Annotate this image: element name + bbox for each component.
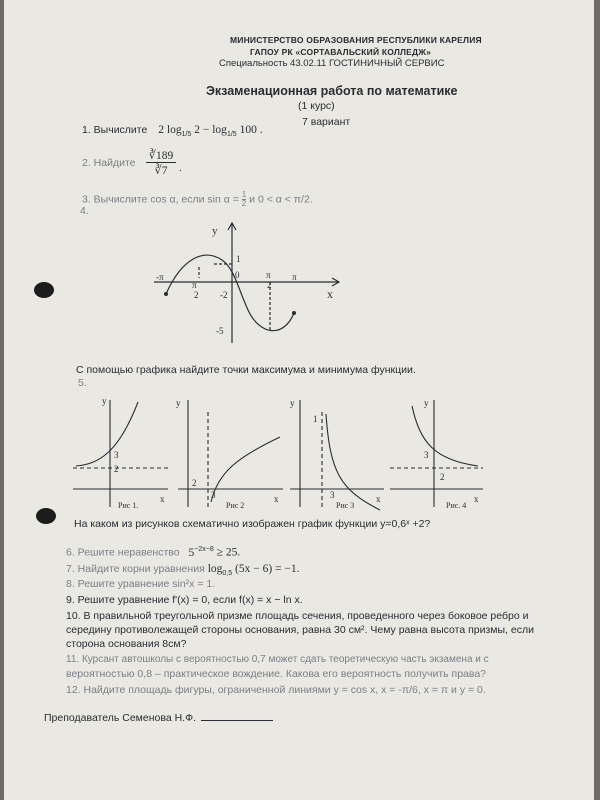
graph-origin: 0 xyxy=(235,270,240,280)
figure-1-y: y xyxy=(102,396,107,406)
figure-4-curve xyxy=(412,406,478,466)
question-12: 12. Найдите площадь фигуры, ограниченной линиями у = cos x, x = -π/6, x = π и у = 0. xyxy=(66,684,486,696)
variant-label: 7 вариант xyxy=(302,116,351,128)
question-10-line-3: сторона основания 8см? xyxy=(66,638,187,650)
svg-text:2: 2 xyxy=(440,472,445,482)
figure-3-label: Рис 3 xyxy=(336,501,355,510)
question-4-number: 4. xyxy=(80,205,89,217)
svg-text:2: 2 xyxy=(114,464,119,474)
svg-text:3: 3 xyxy=(211,490,216,500)
graph-x-label: x xyxy=(327,287,333,301)
svg-text:3: 3 xyxy=(114,450,119,460)
svg-text:3: 3 xyxy=(424,450,429,460)
teacher-signature-line: Преподаватель Семенова Н.Ф. xyxy=(44,712,273,724)
figure-2-curve xyxy=(211,437,280,502)
figure-1-x: x xyxy=(160,494,165,504)
figures-panel xyxy=(68,392,488,516)
question-5-caption: На каком из рисунков схематично изображен график функции y=0,6ˣ +2? xyxy=(74,518,431,530)
figure-4-y: y xyxy=(424,398,429,408)
page-title: Экзаменационная работа по математике xyxy=(206,84,458,98)
question-5-number: 5. xyxy=(78,377,87,389)
figure-3-y: y xyxy=(290,398,295,408)
question-1: 1. Вычислите 2 $\log_{1/5} 2 - \log_{1/5} 100$ . xyxy=(82,124,263,139)
svg-text:2: 2 xyxy=(194,290,199,300)
question-3: 3. Вычислите cos α, если sin α = $\frac{1}{2}$ и 0 < α < π/2. xyxy=(82,190,313,208)
figure-4-x: x xyxy=(474,494,479,504)
question-11-line-2: вероятностью 0,8 – практическое вождение. Какова его вероятность получить права? xyxy=(66,668,487,680)
question-10-line-2: середину противолежащей стороны основания, равна 30 см². Чему равна высота призмы, если xyxy=(66,624,534,636)
tick-neg-pi2: π xyxy=(192,280,197,290)
figure-2-y: y xyxy=(176,398,181,408)
figure-2-label: Рис 2 xyxy=(226,501,245,510)
graph-y-label: y xyxy=(212,225,218,237)
question-2-fraction: ∛189 ∛7 xyxy=(146,148,176,177)
tick-ym2: -2 xyxy=(220,290,228,300)
function-graph xyxy=(144,218,354,348)
question-7: 7. Найдите корни уравнения $\log_{0,5} (5x - 6) = -1$. xyxy=(66,563,300,578)
function-curve xyxy=(166,255,294,331)
question-9: 9. Решите уравнение f'(x) = 0, если f(x) = x − ln x. xyxy=(66,594,303,606)
svg-text:1: 1 xyxy=(313,414,318,424)
figure-4-label: Рис. 4 xyxy=(446,501,467,510)
figure-1-curve xyxy=(76,402,138,466)
figure-2-x: x xyxy=(274,494,279,504)
binder-hole-bottom xyxy=(36,508,56,524)
question-2-text: 2. Найдите xyxy=(82,157,136,169)
binder-hole-top xyxy=(34,282,54,298)
tick-pi2: π xyxy=(266,270,271,280)
exam-sheet: МИНИСТЕРСТВО ОБРАЗОВАНИЯ РЕСПУБЛИКИ КАРЕЛИЯ ГАПОУ РК «СОРТАВАЛЬСКИЙ КОЛЛЕДЖ» Специальность 43.02.11 ГОСТИНИЧНЫЙ СЕРВИС Экзаменационная работа по математике (1 курс) 7 вариант 1. Вычислите 2 $\log_{1/5} 2 - \log_{1/5} 100$ . 2. Найдите ∛189 ∛7 . 3. Вычислите cos α, если sin α = $\frac{1}{2}$ и 0 < α < π/2. 4. y x 0 -π π 2 π 2 π 1 -2 -5 С помощью графика найдите точки максимума и минимума функции. 5. y x 3 2 Рис 1. y x 2 3 Рис 2 y x 3 1 Рис 3 y x 3 2 Рис. 4 На каком из рисунков схематично изображен график функции y=0,6ˣ +2? 6. Решите неравенство $5^{-2x-8} \ge 25$. 7. Найдите корни уравнения $\log_{0,5} (5x - 6) = -1$. 8. Решите уравнение sin²x = 1. 9. Решите уравнение f'(x) = 0, если f(x) = x − ln x. 10. В правильной треугольной призме площадь сечения, проведенного через боковое ребро и середину противолежащей стороны основания, равна 30 см². Чему равна высота призмы, если сторона основания 8см? 11. Курсант автошколы с вероятностью 0,7 может сдать теоретическую часть экзамена и с вероятностью 0,8 – практическое вождение. Какова его вероятность получить права? 12. Найдите площадь фигуры, ограниченной линиями у = cos x, x = -π/6, x = π и у = 0. Преподаватель Семенова Н.Ф. xyxy=(4,0,594,800)
figure-3-x: x xyxy=(376,494,381,504)
svg-text:2: 2 xyxy=(192,478,197,488)
figure-1-label: Рис 1. xyxy=(118,501,139,510)
question-10-line-1: 10. В правильной треугольной призме площадь сечения, проведенного через боковое ребро и xyxy=(66,610,529,622)
tick-ym5: -5 xyxy=(216,326,224,336)
tick-neg-pi: -π xyxy=(156,272,164,282)
question-6: 6. Решите неравенство $5^{-2x-8} \ge 25$. xyxy=(66,546,241,559)
question-4-caption: С помощью графика найдите точки максимума и минимума функции. xyxy=(76,364,416,376)
svg-text:3: 3 xyxy=(330,490,335,500)
course-label: (1 курс) xyxy=(298,100,335,112)
svg-text:2: 2 xyxy=(267,280,272,290)
specialty-line: Специальность 43.02.11 ГОСТИНИЧНЫЙ СЕРВИС xyxy=(219,58,445,69)
tick-y1: 1 xyxy=(236,254,241,264)
college-line: ГАПОУ РК «СОРТАВАЛЬСКИЙ КОЛЛЕДЖ» xyxy=(250,47,432,57)
tick-pi: π xyxy=(292,272,297,282)
question-8: 8. Решите уравнение sin²x = 1. xyxy=(66,578,216,590)
question-11-line-1: 11. Курсант автошколы с вероятностью 0,7 может сдать теоретическую часть экзамена и с xyxy=(66,654,489,665)
ministry-line: МИНИСТЕРСТВО ОБРАЗОВАНИЯ РЕСПУБЛИКИ КАРЕЛИЯ xyxy=(230,35,482,45)
